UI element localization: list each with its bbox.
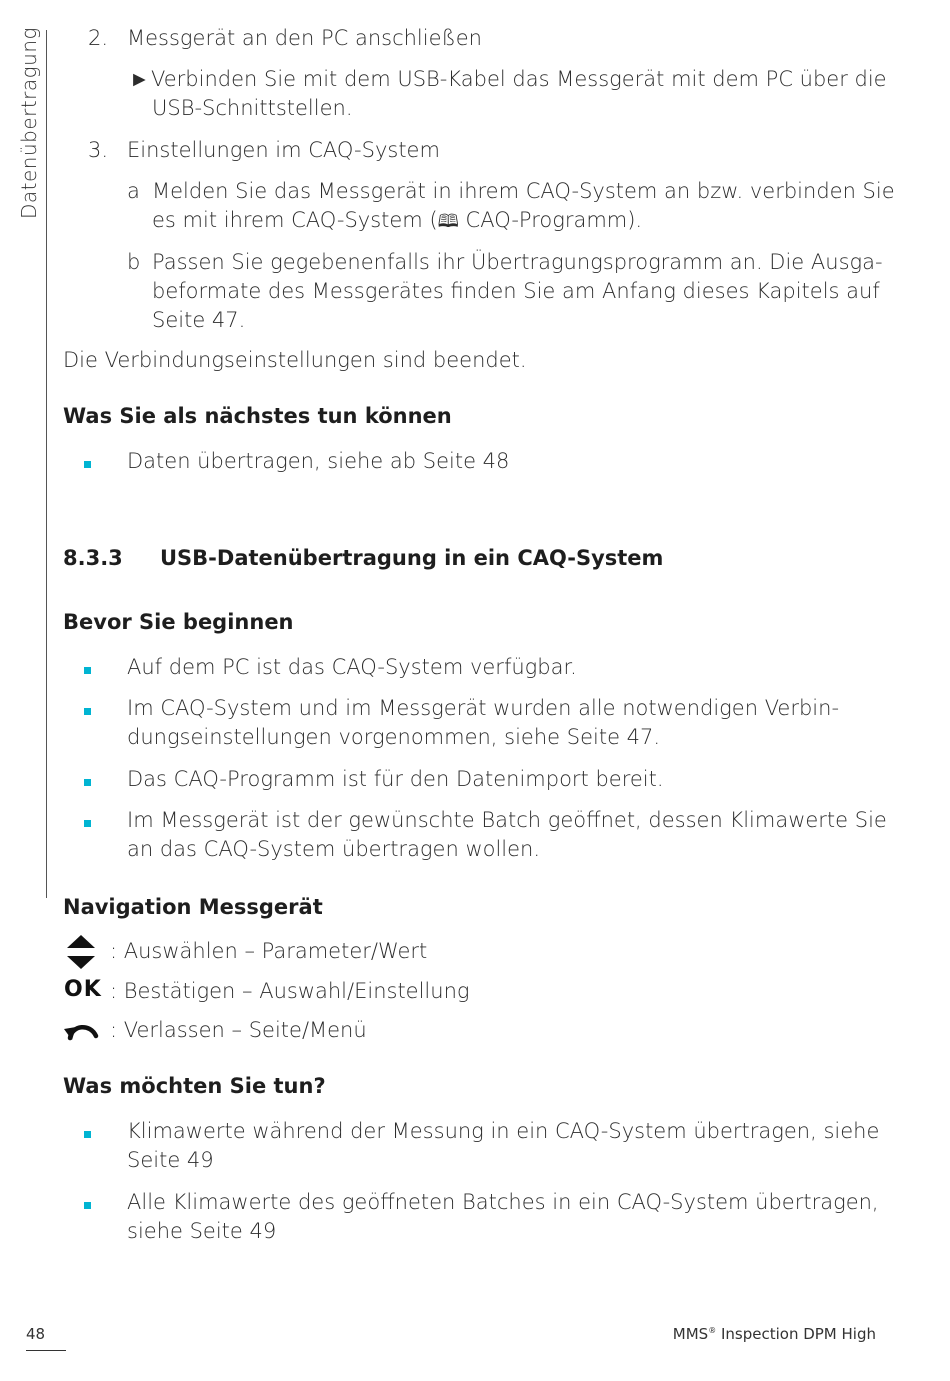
- page-number: 48: [26, 1325, 46, 1343]
- list-item: Seite 49: [127, 1148, 214, 1172]
- step-title: Messgerät an den PC anschließen: [127, 26, 482, 50]
- list-item: an das CAQ-System übertragen wollen.: [127, 837, 541, 861]
- navigation-heading: Navigation Messgerät: [63, 895, 323, 919]
- list-item: Das CAQ-Programm ist für den Datenimport bereit.: [127, 767, 664, 791]
- bullet: [84, 1131, 91, 1138]
- footer-rule: [26, 1350, 66, 1351]
- navigation-select: : Auswählen – Parameter/Wert: [110, 939, 428, 963]
- list-item: Klimawerte während der Messung in ein CAQ-System übertragen, siehe: [127, 1119, 880, 1143]
- list-item: siehe Seite 49: [127, 1219, 277, 1243]
- substep-text: es mit ihrem CAQ-System (🕮 CAQ-Programm).: [152, 208, 643, 232]
- book-icon: 🕮: [437, 211, 459, 232]
- substep-text: Melden Sie das Messgerät in ihrem CAQ-System an bzw. verbinden Sie: [152, 179, 895, 203]
- todo-heading: Was möchten Sie tun?: [63, 1074, 326, 1098]
- closing-text: Die Verbindungseinstellungen sind beendet.: [63, 348, 527, 372]
- ok-key-icon: OK: [64, 977, 102, 1002]
- next-heading: Was Sie als nächstes tun können: [63, 404, 452, 428]
- bullet: [84, 461, 91, 468]
- bullet: [84, 708, 91, 715]
- up-down-arrows-icon: [64, 934, 98, 970]
- navigation-confirm: : Bestätigen – Auswahl/Einstellung: [110, 979, 470, 1003]
- list-item: dungseinstellungen vorgenommen, siehe Seite 47.: [127, 725, 661, 749]
- list-item: Auf dem PC ist das CAQ-System verfügbar.: [127, 655, 577, 679]
- step-detail: USB-Schnittstellen.: [152, 96, 353, 120]
- section-title: USB-Datenübertragung in ein CAQ-System: [160, 546, 664, 570]
- list-item: Im CAQ-System und im Messgerät wurden alle notwendigen Verbin-: [127, 696, 840, 720]
- side-tab: [14, 28, 44, 228]
- step-number: 3.: [88, 138, 109, 162]
- list-item: Im Messgerät ist der gewünschte Batch geöffnet, dessen Klimawerte Sie: [127, 808, 887, 832]
- section-number: 8.3.3: [63, 546, 123, 570]
- bullet: [84, 667, 91, 674]
- list-item: Alle Klimawerte des geöffneten Batches in ein CAQ-System übertragen,: [127, 1190, 879, 1214]
- bullet: [84, 820, 91, 827]
- substep-label: b: [127, 250, 141, 274]
- side-rule: [46, 30, 47, 898]
- navigation-leave: : Verlassen – Seite/Menü: [110, 1018, 367, 1042]
- back-arrow-icon: [62, 1018, 100, 1042]
- substep-text: beformate des Messgerätes finden Sie am Anfang dieses Kapitels auf: [152, 279, 880, 303]
- arrow-icon: ►: [129, 67, 150, 91]
- footer-product: MMS® Inspection DPM High: [672, 1325, 876, 1343]
- bullet: [84, 1202, 91, 1209]
- side-tab-label: Datenübertragung: [17, 26, 41, 220]
- substep-text: Seite 47.: [152, 308, 246, 332]
- step-title: Einstellungen im CAQ-System: [127, 138, 440, 162]
- step-detail: Verbinden Sie mit dem USB-Kabel das Messgerät mit dem PC über die: [151, 67, 887, 91]
- substep-text: Passen Sie gegebenenfalls ihr Übertragungsprogramm an. Die Ausga-: [152, 250, 883, 274]
- list-item: Daten übertragen, siehe ab Seite 48: [127, 449, 510, 473]
- before-heading: Bevor Sie beginnen: [63, 610, 294, 634]
- bullet: [84, 779, 91, 786]
- step-number: 2.: [88, 26, 109, 50]
- substep-label: a: [127, 179, 140, 203]
